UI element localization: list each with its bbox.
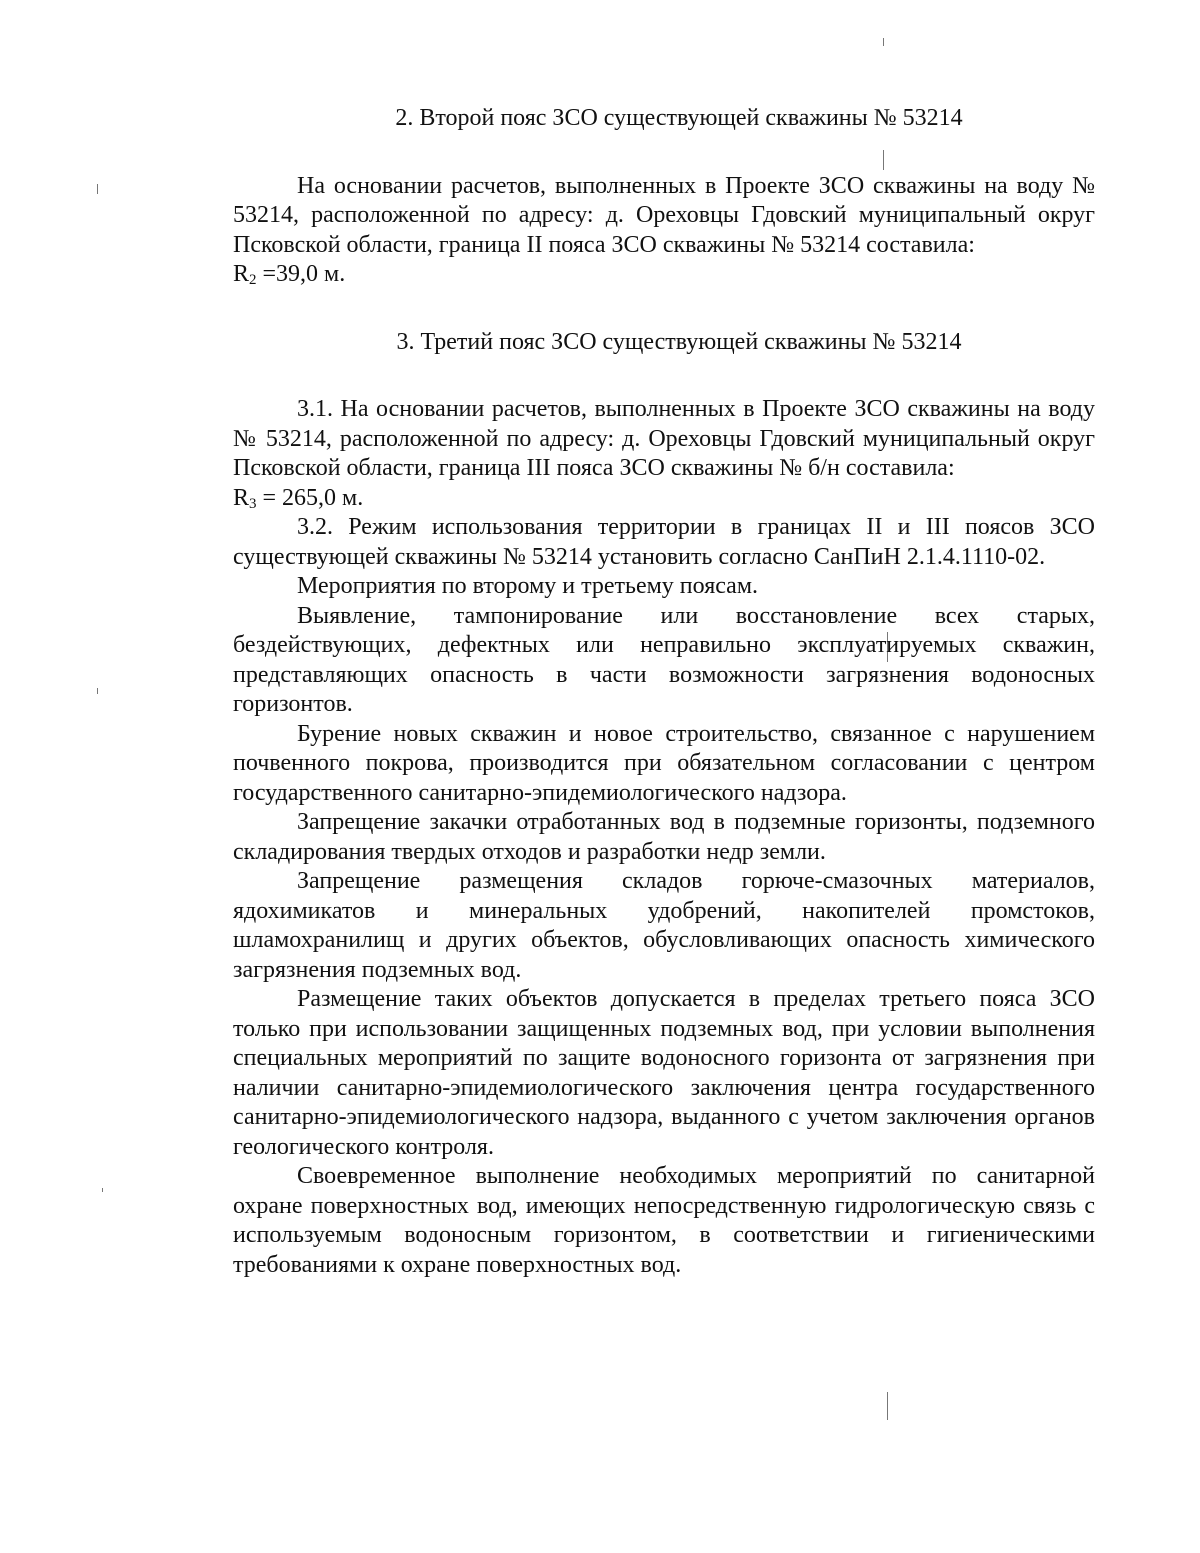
measure-paragraph: Запрещение размещения складов горюче-смазочных материалов, ядохимикатов и минеральных удобрений, накопителей промстоков, шламохранилищ и других объектов, обусловливающих опасность химического загрязнения подземных вод. bbox=[233, 868, 1095, 983]
section-2-heading: 2. Второй пояс ЗСО существующей скважины № 53214 bbox=[395, 105, 963, 131]
measure-paragraph: Своевременное выполнение необходимых мероприятий по санитарной охране поверхностных вод, имеющих непосредственную гидрологическую связь с используемым водоносным горизонтом, в соответствии и гигиеническими требованиями к охране поверхностных вод. bbox=[233, 1163, 1095, 1278]
radius-value: = 265,0 м. bbox=[256, 484, 364, 511]
radius-2-line bbox=[233, 260, 1095, 290]
scan-speck bbox=[102, 1188, 103, 1192]
measure-paragraph: Выявление, тампонирование или восстановление всех старых, бездействующих, дефектных или неправильно эксплуатируемых скважин, представляющих опасность в части возможности загрязнения водоносных горизонтов. bbox=[233, 602, 1095, 717]
scan-speck bbox=[97, 184, 98, 194]
section-3-1-paragraph: 3.1. На основании расчетов, выполненных в Проекте ЗСО скважины на воду № 53214, расположенной по адресу: д. Ореховцы Гдовский муниципальный округ Псковской области, граница III пояса ЗСО скважины № б/н составила: bbox=[233, 396, 1095, 481]
radius-letter: R bbox=[233, 261, 250, 287]
measure-paragraph: Размещение таких объектов допускается в пределах третьего пояса ЗСО только при использовании защищенных подземных вод, при условии выполнения специальных мероприятий по защите водоносного горизонта от загрязнения при наличии санитарно-эпидемиологического заключения центра государственного санитарно-эпидемиологического надзора, выданного с учетом заключения органов геологического контроля. bbox=[233, 986, 1095, 1160]
section-2-paragraph: На основании расчетов, выполненных в Проекте ЗСО скважины на воду № 53214, расположенной по адресу: д. Ореховцы Гдовский муниципальный округ Псковской области, граница II пояса ЗСО скважины № 53214 составила: bbox=[233, 172, 1095, 258]
radius-subscript: 2 bbox=[249, 272, 257, 288]
scan-speck bbox=[883, 38, 884, 46]
radius-letter: R bbox=[233, 484, 250, 511]
radius-3-line bbox=[233, 484, 1095, 514]
measures-title: Мероприятия по второму и третьему поясам. bbox=[297, 573, 759, 599]
document-body bbox=[233, 104, 1095, 1280]
measure-paragraph: Бурение новых скважин и новое строительство, связанное с нарушением почвенного покрова, производится при обязательном согласовании с центром государственного санитарно-эпидемиологического надзора. bbox=[233, 720, 1095, 806]
radius-subscript: 3 bbox=[249, 495, 257, 512]
radius-value: =39,0 м. bbox=[256, 261, 346, 287]
section-3-heading: 3. Третий пояс ЗСО существующей скважины № 53214 bbox=[396, 328, 962, 355]
scan-speck bbox=[97, 688, 98, 694]
section-3-2-paragraph: 3.2. Режим использования территории в границах II и III поясов ЗСО существующей скважины № 53214 установить согласно СанПиН 2.1.4.1110-02. bbox=[233, 514, 1095, 570]
scan-speck bbox=[887, 1392, 888, 1420]
measure-paragraph: Запрещение закачки отработанных вод в подземные горизонты, подземного складирования твердых отходов и разработки недр земли. bbox=[233, 809, 1095, 865]
